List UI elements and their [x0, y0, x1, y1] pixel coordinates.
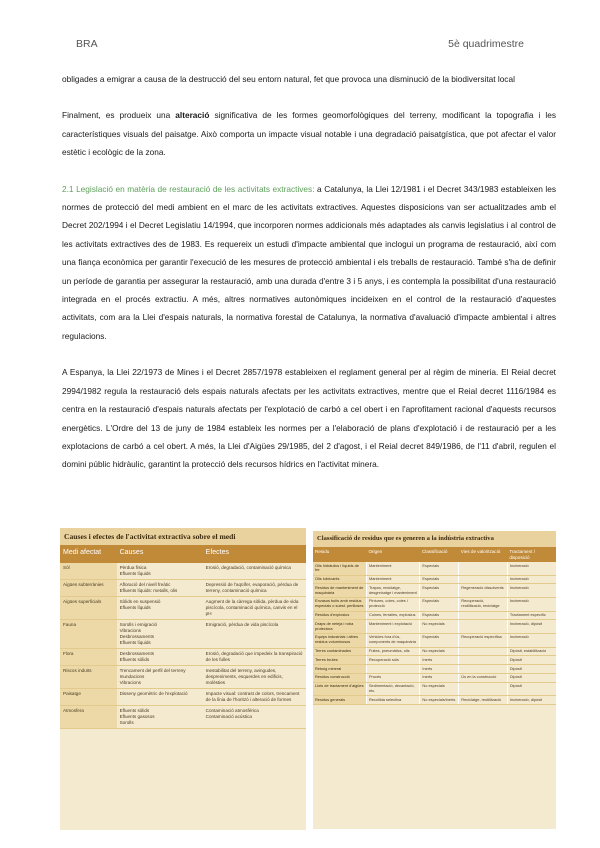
waste-classification-cell: No especials [420, 620, 459, 634]
table-row [313, 682, 556, 696]
waste-classification-cell: Incineració [507, 562, 556, 575]
waste-classification-cell: Incineració [507, 584, 556, 598]
table-row [60, 666, 306, 689]
waste-classification-cell: Especials [420, 633, 459, 647]
waste-classification-header-cell: Vies de valorització [459, 547, 508, 562]
waste-classification-cell: Terres contaminades [313, 647, 366, 656]
waste-classification-cell: Incineració [507, 633, 556, 647]
waste-classification-cell: Recuperació sòls [366, 656, 419, 665]
waste-classification-cell: Recuperació, reutilització, reciclatge [459, 597, 508, 611]
causes-effects-table [60, 528, 306, 830]
section-heading: 2.1 Legislació en matèria de restauració de les activitats extractives: [62, 183, 315, 194]
causes-effects-cell: Inestabilitat del terreny, avingudes, despreniments, esquerdes en edificis, molèsties [203, 666, 306, 689]
table-row [60, 620, 306, 649]
causes-effects-cell: Aigües superficials [60, 597, 117, 620]
waste-classification-header-row [313, 547, 556, 562]
causes-effects-header-cell: Efectes [203, 545, 306, 563]
waste-classification-cell: Incineració, dipòsit [507, 696, 556, 705]
waste-classification-cell: Procés [366, 673, 419, 682]
waste-classification-cell: Trapos, reciclatge, desgreixatge i manteniment [366, 584, 419, 598]
waste-classification-cell: Sedimentació, decantació, etc. [366, 682, 419, 696]
waste-classification-cell: Especials [420, 597, 459, 611]
causes-effects-cell: Desbrossaments Efluents sòlids [117, 649, 203, 666]
causes-effects-header-row [60, 545, 306, 563]
waste-classification-cell: Recollida selectiva [366, 696, 419, 705]
paragraph-alteration-bold: alteració [175, 110, 210, 121]
waste-classification-cell: Rebuig mineral [313, 665, 366, 674]
waste-classification-cell: Especials [420, 611, 459, 620]
waste-classification-cell: Inerts [420, 673, 459, 682]
waste-classification-cell: Residus de manteniment de maquinària [313, 584, 366, 598]
causes-effects-cell: Sorolls i emigració Vibracions Desbrossaments Efluents líquids [117, 620, 203, 649]
waste-classification-cell: Inerts [420, 656, 459, 665]
waste-classification-cell: Pintures, coles, coles i protecció [366, 597, 419, 611]
paragraph-alteration [62, 106, 556, 161]
causes-effects-cell: Efluents sòlids Efluents gasosos Sorolls [117, 706, 203, 729]
causes-effects-cell: Fauna [60, 620, 117, 649]
waste-classification-header-cell: Tractament / disposició [507, 547, 556, 562]
waste-classification-cell: Dipòsit [507, 656, 556, 665]
waste-classification-cell: Residus construcció [313, 673, 366, 682]
waste-classification-cell: Terres brutes [313, 656, 366, 665]
waste-classification-header-cell: Origen [366, 547, 419, 562]
waste-classification-cell: Olis hidràulics i líquids de fre [313, 562, 366, 575]
table-row [60, 580, 306, 597]
waste-classification-header-cell: Classificació [420, 547, 459, 562]
waste-classification-cell: Fuites, pneumàtics, olis [366, 647, 419, 656]
waste-classification-cell: Inerts [420, 665, 459, 674]
paragraph-biodiversity: obligades a emigrar a causa de la destrucció del seu entorn natural, fet que provoca una disminució de la biodiversitat local [62, 74, 515, 84]
causes-effects-cell: Disseny geomètric de l'explotació [117, 689, 203, 706]
table-row [313, 656, 556, 665]
waste-classification-cell [459, 682, 508, 696]
table-row [313, 647, 556, 656]
causes-effects-cell: Afloració del nivell freàtic Efluents líquids: metalls, olis [117, 580, 203, 597]
causes-effects-cell: Sòlids en suspensió Efluents líquids [117, 597, 203, 620]
causes-effects-title: Causes i efectes de l'activitat extractiva sobre el medi [60, 528, 306, 545]
waste-classification-cell: Vehicles fora d'ús, components de maquinària [366, 633, 419, 647]
waste-classification-cell [366, 665, 419, 674]
table-row [60, 689, 306, 706]
causes-effects-cell: Erosió, degradació, contaminació química [203, 563, 306, 580]
waste-classification-grid [313, 547, 556, 705]
causes-effects-cell: Trencament del perfil del terreny Inundacions Vibracions [117, 666, 203, 689]
paragraph-legislation-body: a Catalunya, la Llei 12/1981 i el Decret 343/1983 estableixen les normes de protecció del medi ambient en el marc de les activitats extractives. Aquestes disposicions van ser actualitzades amb el Decret 202/1994 i el Decret Legislatiu 14/1994, que incorporen normes addicionals més adaptades als canvis legislatius i al control de les activitats extractives des de 1983. Es requereix un estudi d'impacte ambiental que inclogui un programa de restauració, així com una fiança econòmica per garantir l'execució de les mesures de protecció ambiental i els treballs de restauració. També s'ha de definir un període de garantia per assegurar la restauració, amb una durada d'entre 3 i 5 anys, i es contempla la possibilitat d'una restauració integrada en el procés extractiu. A més, altres normatives autonòmiques incideixen en el control de la restauració d'aquestes activitats, com ara la Llei d'espais naturals, la normativa forestal de Catalunya, la normativa d'avaluació d'impacte ambiental i altres regulacions. [62, 183, 556, 341]
causes-effects-grid [60, 545, 306, 729]
causes-effects-cell: Riscos induïts [60, 666, 117, 689]
causes-effects-cell: Aigües subterrànies [60, 580, 117, 597]
waste-classification-cell: Manteniment [366, 562, 419, 575]
waste-classification-cell [459, 575, 508, 584]
causes-effects-cell: Depressió de l'aqüífer, evaporació, pèrdua de terreny, contaminació química [203, 580, 306, 597]
table-row [60, 649, 306, 666]
paragraph-alteration-pre: Finalment, es produeix una [62, 110, 176, 121]
waste-classification-title: Classificació de residus que es generen a la indústria extractiva [313, 531, 556, 547]
table-row [313, 633, 556, 647]
waste-classification-cell: Especials [420, 584, 459, 598]
causes-effects-cell: Paisatge [60, 689, 117, 706]
figure-tables [60, 528, 556, 830]
header-right-text: 5è quadrimestre [448, 38, 524, 50]
waste-classification-cell [459, 611, 508, 620]
waste-classification-header-cell: Residu [313, 547, 366, 562]
waste-classification-cell [459, 647, 508, 656]
table-row [60, 706, 306, 729]
waste-classification-table [313, 531, 556, 829]
table-row [313, 562, 556, 575]
waste-classification-cell: Incineració [507, 597, 556, 611]
causes-effects-cell: Sòl [60, 563, 117, 580]
table-row [313, 673, 556, 682]
causes-effects-cell: Emigració, pèrdua de vida piscícola [203, 620, 306, 649]
waste-classification-cell: Tractament específic [507, 611, 556, 620]
causes-effects-cell: Atmosfera [60, 706, 117, 729]
waste-classification-cell: Residus d'explosius [313, 611, 366, 620]
waste-classification-cell [459, 665, 508, 674]
table-row [313, 584, 556, 598]
table-row [313, 597, 556, 611]
waste-classification-cell: Dipòsit [507, 673, 556, 682]
causes-effects-body [60, 563, 306, 729]
waste-classification-cell: Manteniment [366, 575, 419, 584]
waste-classification-body [313, 562, 556, 705]
waste-classification-cell: Olis lubricants [313, 575, 366, 584]
waste-classification-cell: Recuperació específica [459, 633, 508, 647]
causes-effects-cell: Pèrdua física Efluents líquids [117, 563, 203, 580]
table-row [313, 696, 556, 705]
causes-effects-header-cell: Medi afectat [60, 545, 117, 563]
waste-classification-cell: Envasos buits amb residus especials o subst. perilloses [313, 597, 366, 611]
table-row [60, 563, 306, 580]
table-row [313, 665, 556, 674]
table-row [313, 611, 556, 620]
causes-effects-cell: Impacte visual: contrast de colors, trencament de la línia de l'horitzó i alteració de formes [203, 689, 306, 706]
waste-classification-cell [459, 562, 508, 575]
waste-classification-cell: Manteniment i explotació [366, 620, 419, 634]
waste-classification-cell: Cuines, ferralles, explosius [366, 611, 419, 620]
causes-effects-cell: Flora [60, 649, 117, 666]
waste-classification-cell: No especials [420, 647, 459, 656]
waste-classification-cell: Residus generals [313, 696, 366, 705]
causes-effects-header-cell: Causes [117, 545, 203, 563]
waste-classification-cell: Llots de tractament d'aigües [313, 682, 366, 696]
waste-classification-cell: No especials/inerts [420, 696, 459, 705]
waste-classification-cell: Regeneració dissolvents [459, 584, 508, 598]
waste-classification-cell: Especials [420, 562, 459, 575]
table-row [313, 575, 556, 584]
paragraph-legislation-espanya: A Espanya, la Llei 22/1973 de Mines i el Decret 2857/1978 estableixen el reglament general per al règim de mineria. El Reial decret 2994/1982 regula la restauració dels espais naturals afectats per les activitats extractives, mentre que el Reial decret 1116/1984 es centra en la restauració d'espais naturals afectats per l'explotació de carbó a cel obert i en l'aprofitament racional d'aquests recursos energètics. L'Ordre del 13 de juny de 1984 estableix les normes per a l'elaboració de plans d'explotació i de restauració per a les explotacions de carbó a cel obert. A més, la Llei d'Aigües 29/1985, del 2 d'agost, i el Reial decret 849/1986, de l'11 d'abril, regulen el domini públic hidràulic, garantint la protecció dels recursos hídrics en l'activitat minera. [62, 367, 556, 470]
paragraph-legislation-catalunya [62, 180, 556, 346]
table-row [60, 597, 306, 620]
waste-classification-cell: Dipòsit, estabilització [507, 647, 556, 656]
header-left-text: BRA [76, 38, 98, 50]
waste-classification-cell: Equips industrials i altres residus voluminosos [313, 633, 366, 647]
waste-classification-cell: No especials [420, 682, 459, 696]
body-text [62, 70, 556, 492]
waste-classification-cell: Dipòsit [507, 682, 556, 696]
waste-classification-cell: Dipòsit [507, 665, 556, 674]
waste-classification-cell: Ús en la construcció [459, 673, 508, 682]
waste-classification-cell: Draps de neteja i roba protectora [313, 620, 366, 634]
waste-classification-cell: Especials [420, 575, 459, 584]
causes-effects-cell: Contaminació atmosfèrica Contaminació acústica [203, 706, 306, 729]
waste-classification-cell [459, 620, 508, 634]
waste-classification-cell: Incineració [507, 575, 556, 584]
waste-classification-cell: Reciclatge, reutilització [459, 696, 508, 705]
paragraph-alteration-post: significativa de les formes geomorfològiques del terreny, modificant la topografia i les característiques visuals del paisatge. Això comporta un impacte visual notable i una degradació paisatgística, que pot afectar el valor estètic i ecològic de la zona. [62, 110, 556, 158]
table-row [313, 620, 556, 634]
causes-effects-cell: Augment de la càrrega sòlida, pèrdua de vida piscícola, contaminació química, canvis en el pH [203, 597, 306, 620]
waste-classification-cell: Incineració, dipòsit [507, 620, 556, 634]
causes-effects-cell: Erosió, degradació que impedeix la transpiració de les fulles [203, 649, 306, 666]
waste-classification-cell [459, 656, 508, 665]
